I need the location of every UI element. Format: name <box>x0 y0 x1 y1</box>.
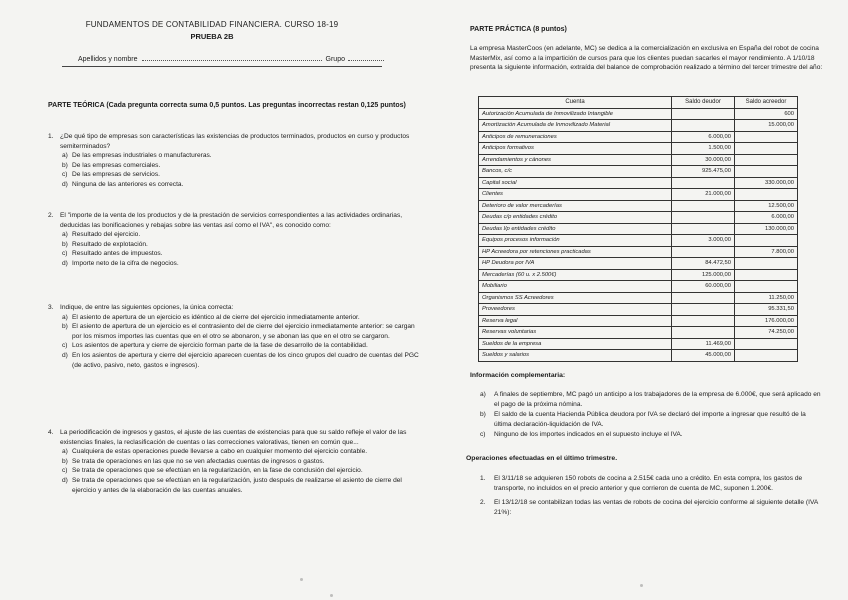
option-letter: c) <box>62 250 68 258</box>
exam-title: FUNDAMENTOS DE CONTABILIDAD FINANCIERA. CURSO 18-19 <box>85 20 339 29</box>
item-number: 2. <box>480 499 486 507</box>
cell-credit <box>735 131 798 143</box>
table-row <box>479 258 798 270</box>
cell-account: Mobiliario <box>479 281 672 293</box>
option-letter: b) <box>62 161 68 169</box>
cell-debit: 3.000,00 <box>672 235 735 247</box>
scan-speck <box>330 594 333 597</box>
option-c[interactable] <box>60 170 420 180</box>
cell-credit <box>735 235 798 247</box>
option-letter: a) <box>62 231 68 239</box>
info-list <box>480 390 825 441</box>
cell-debit <box>672 246 735 258</box>
operations-list <box>480 474 825 518</box>
cell-debit <box>672 200 735 212</box>
cell-debit: 1.500,00 <box>672 143 735 155</box>
option-letter: a) <box>62 152 68 160</box>
balance-table <box>478 96 798 362</box>
option-b[interactable] <box>60 457 420 467</box>
option-letter: d) <box>62 259 68 267</box>
option-a[interactable] <box>60 447 420 457</box>
col-header-debit: Saldo deudor <box>672 97 735 109</box>
question-number: 3. <box>48 304 54 311</box>
table-row <box>479 200 798 212</box>
group-label: Grupo <box>325 56 345 63</box>
item-letter: b) <box>480 411 486 419</box>
question-text: ¿De qué tipo de empresas son características las existencias de productos terminados, productos en curso y productos semiterminados? <box>60 133 410 150</box>
option-text: Se trata de operaciones que se efectúan en la regularización, justo después de realizarse el asiento de cierre del ejercicio y antes de la elaboración de las cuentas anuales. <box>72 476 402 494</box>
option-text: Se trata de operaciones que se efectúan en la regularización, en la fase de conclusión del ejercicio. <box>72 467 363 475</box>
table-row <box>479 166 798 178</box>
item-text: El 13/12/18 se contabilizan todas las ventas de robots de cocina del ejercicio conforme al siguiente detalle (IVA 21%): <box>494 499 818 516</box>
option-b[interactable] <box>60 240 420 250</box>
option-text: De las empresas comerciales. <box>72 161 161 169</box>
option-text: De las empresas de servicios. <box>72 171 160 179</box>
cell-credit <box>735 154 798 166</box>
option-c[interactable] <box>60 249 420 259</box>
option-a[interactable] <box>60 151 420 161</box>
question-text: Indique, de entre las siguientes opciones, la única correcta: <box>60 304 234 311</box>
option-a[interactable] <box>60 313 420 323</box>
option-letter: d) <box>62 180 68 188</box>
cell-debit <box>672 327 735 339</box>
name-row <box>78 56 384 63</box>
practical-intro: La empresa MasterCoos (en adelante, MC) se dedica a la comercialización en exclusiva en España del robot de cocina MasterMix, así como a la impartición de cursos para que los clientes puedan sacarles el mayor rendimiento. A 1/10/18 presenta la siguiente información, extraída del balance de comprobación realizado a término del tercer trimestre del año: <box>470 45 823 72</box>
option-text: Importe neto de la cifra de negocios. <box>72 259 179 267</box>
cell-account: Deudas l/p entidades crédito <box>479 223 672 235</box>
question-text: La periodificación de ingresos y gastos, el ajuste de las cuentas de existencias para que su saldo refleje el valor de las existencias finales, la reclasificación de cuentas o las correcciones valorativas, tienen en común que... <box>60 429 407 446</box>
cell-debit <box>672 292 735 304</box>
question-2 <box>48 211 420 269</box>
cell-account: Anticipos de remuneraciones <box>479 131 672 143</box>
cell-credit: 6.000,00 <box>735 212 798 224</box>
cell-account: Organismos SS Acreedores <box>479 292 672 304</box>
table-header-row <box>479 97 798 109</box>
cell-credit <box>735 269 798 281</box>
option-text: Ninguna de las anteriores es correcta. <box>72 180 184 188</box>
question-4 <box>48 428 420 495</box>
exam-subtitle: PRUEBA 2B <box>190 32 234 41</box>
cell-credit <box>735 189 798 201</box>
option-letter: b) <box>62 457 68 465</box>
cell-debit <box>672 315 735 327</box>
cell-account: Deterioro de valor mercaderías <box>479 200 672 212</box>
cell-credit: 330.000,00 <box>735 177 798 189</box>
table-row <box>479 212 798 224</box>
table-row <box>479 292 798 304</box>
item-text: A finales de septiembre, MC pagó un anticipo a los trabajadores de la empresa de 6.000€, que será aplicado en el pago de la próxima nómina. <box>494 391 821 408</box>
group-field[interactable] <box>348 60 384 61</box>
question-text: El "importe de la venta de los productos y de la prestación de servicios correspondientes a las actividades ordinarias, deducidas las bonificaciones y rebajas sobre las ventas así como el IVA", es conocido como: <box>60 212 403 229</box>
cell-credit <box>735 143 798 155</box>
table-row <box>479 189 798 201</box>
table-row <box>479 120 798 132</box>
cell-credit: 15.000,00 <box>735 120 798 132</box>
item-text: El saldo de la cuenta Hacienda Pública deudora por IVA se declaró del importe a ingresar que resultó de la última declaración-liquidación de IVA. <box>494 411 806 428</box>
table-row <box>479 143 798 155</box>
table-row <box>479 281 798 293</box>
cell-account: Capital social <box>479 177 672 189</box>
cell-account: Reserva legal <box>479 315 672 327</box>
cell-debit: 125.000,00 <box>672 269 735 281</box>
table-row <box>479 108 798 120</box>
cell-account: Sueldos de la empresa <box>479 338 672 350</box>
table-row <box>479 235 798 247</box>
table-row <box>479 338 798 350</box>
question-number: 2. <box>48 212 54 219</box>
item-letter: c) <box>480 431 486 439</box>
table-row <box>479 304 798 316</box>
cell-account: Equipos procesos información <box>479 235 672 247</box>
option-letter: c) <box>62 342 68 350</box>
cell-credit: 12.500,00 <box>735 200 798 212</box>
name-label: Apellidos y nombre <box>78 56 138 63</box>
item-text: El 3/11/18 se adquieren 150 robots de cocina a 2.515€ cada uno a crédito. En esta compra, los gastos de transporte, no incluidos en el precio anterior y que corrieron de cuenta de MC, suponen 1.200€. <box>494 475 803 492</box>
col-header-account: Cuenta <box>479 97 672 109</box>
scan-speck <box>300 578 303 581</box>
option-text: El asiento de apertura de un ejercicio es el contrasiento del de cierre del ejercicio inmediatamente anterior: se cargan por los mismos importes las cuentas que en el otro se abonaron, y se abonan las que en el otro se cargaron. <box>72 323 415 340</box>
option-text: Resultado antes de impuestos. <box>72 250 163 258</box>
cell-account: Mercaderías (60 u. x 2.500€) <box>479 269 672 281</box>
option-letter: d) <box>62 476 68 484</box>
info-item-a <box>480 390 825 409</box>
question-number: 4. <box>48 429 54 436</box>
scan-speck <box>640 584 643 587</box>
cell-debit: 84.472,50 <box>672 258 735 270</box>
cell-account: Bancos, c/c <box>479 166 672 178</box>
theory-heading: PARTE TEÓRICA (Cada pregunta correcta suma 0,5 puntos. Las preguntas incorrectas restan 0,125 puntos) <box>48 102 406 109</box>
question-1 <box>48 132 420 190</box>
cell-debit: 30.000,00 <box>672 154 735 166</box>
option-d[interactable] <box>60 180 420 190</box>
cell-account: Proveedores <box>479 304 672 316</box>
cell-account: Amortización Acumulada de Inmovilizado Material <box>479 120 672 132</box>
option-text: Cualquiera de estas operaciones puede llevarse a cabo en cualquier momento del ejercicio contable. <box>72 448 368 456</box>
cell-debit <box>672 304 735 316</box>
balance-table-body <box>479 108 798 361</box>
table-row <box>479 177 798 189</box>
cell-credit: 11.250,00 <box>735 292 798 304</box>
cell-account: Anticipos formativos <box>479 143 672 155</box>
cell-account: Reservas voluntarias <box>479 327 672 339</box>
table-row <box>479 269 798 281</box>
option-c[interactable] <box>60 341 420 351</box>
option-text: En los asientos de apertura y cierre del ejercicio aparecen cuentas de los cinco grupos del cuadro de cuentas del PGC (de activo, pasivo, neto, gastos e ingresos). <box>72 351 419 369</box>
option-d[interactable] <box>60 476 420 495</box>
cell-credit <box>735 281 798 293</box>
cell-debit <box>672 108 735 120</box>
option-text: Se trata de operaciones en las que no se ven afectadas cuentas de ingresos o gastos. <box>72 457 325 465</box>
cell-debit <box>672 212 735 224</box>
name-field[interactable] <box>142 60 322 61</box>
option-letter: d) <box>62 351 68 359</box>
cell-debit: 21.000,00 <box>672 189 735 201</box>
table-row <box>479 131 798 143</box>
option-text: El asiento de apertura de un ejercicio es idéntico al de cierre del ejercicio inmediatamente anterior. <box>72 313 360 321</box>
option-letter: a) <box>62 313 68 321</box>
question-3 <box>48 303 420 370</box>
option-text: Los asientos de apertura y cierre de ejercicio forman parte de la fase de desarrollo de la contabilidad. <box>72 342 368 350</box>
option-d[interactable] <box>60 259 420 269</box>
cell-account: Arrendamientos y cánones <box>479 154 672 166</box>
cell-debit <box>672 177 735 189</box>
option-text: Resultado del ejercicio. <box>72 231 141 239</box>
cell-credit: 130.000,00 <box>735 223 798 235</box>
cell-credit: 74.250,00 <box>735 327 798 339</box>
option-letter: a) <box>62 448 68 456</box>
question-number: 1. <box>48 133 54 140</box>
option-a[interactable] <box>60 230 420 240</box>
practical-heading: PARTE PRÁCTICA (8 puntos) <box>470 26 567 33</box>
option-text: De las empresas industriales o manufactureras. <box>72 152 212 160</box>
cell-credit <box>735 258 798 270</box>
cell-debit: 11.469,00 <box>672 338 735 350</box>
option-letter: b) <box>62 323 68 331</box>
option-b[interactable] <box>60 322 420 341</box>
table-row <box>479 223 798 235</box>
table-row <box>479 315 798 327</box>
option-letter: c) <box>62 171 68 179</box>
operation-2 <box>480 498 825 517</box>
option-d[interactable] <box>60 351 420 370</box>
cell-debit: 6.000,00 <box>672 131 735 143</box>
option-letter: c) <box>62 467 68 475</box>
cell-account: Autorización Acumulada de Inmovilizado Intangible <box>479 108 672 120</box>
item-letter: a) <box>480 391 486 398</box>
cell-credit: 7.800,00 <box>735 246 798 258</box>
info-item-b <box>480 410 825 429</box>
cell-debit: 60.000,00 <box>672 281 735 293</box>
col-header-credit: Saldo acreedor <box>735 97 798 109</box>
cell-account: Sueldos y salarios <box>479 350 672 362</box>
table-row <box>479 327 798 339</box>
divider <box>62 66 382 67</box>
cell-account: Clientes <box>479 189 672 201</box>
cell-debit <box>672 223 735 235</box>
cell-credit: 95.331,50 <box>735 304 798 316</box>
cell-credit: 176.000,00 <box>735 315 798 327</box>
cell-credit: 600 <box>735 108 798 120</box>
operation-1 <box>480 474 825 493</box>
cell-credit <box>735 166 798 178</box>
cell-debit <box>672 120 735 132</box>
table-row <box>479 154 798 166</box>
info-heading: Información complementaria: <box>470 372 566 379</box>
cell-account: HP Acreedora por retenciones practicadas <box>479 246 672 258</box>
option-b[interactable] <box>60 161 420 171</box>
cell-account: HP Deudora por IVA <box>479 258 672 270</box>
info-item-c <box>480 430 825 440</box>
option-text: Resultado de explotación. <box>72 240 148 248</box>
option-c[interactable] <box>60 466 420 476</box>
operations-heading: Operaciones efectuadas en el último trimestre. <box>466 455 618 462</box>
table-row <box>479 350 798 362</box>
cell-credit <box>735 338 798 350</box>
item-number: 1. <box>480 475 486 482</box>
table-row <box>479 246 798 258</box>
item-text: Ninguno de los importes indicados en el supuesto incluye el IVA. <box>494 431 683 439</box>
option-letter: b) <box>62 240 68 248</box>
cell-debit: 45.000,00 <box>672 350 735 362</box>
cell-debit: 925.475,00 <box>672 166 735 178</box>
cell-credit <box>735 350 798 362</box>
cell-account: Deudas c/p entidades crédito <box>479 212 672 224</box>
